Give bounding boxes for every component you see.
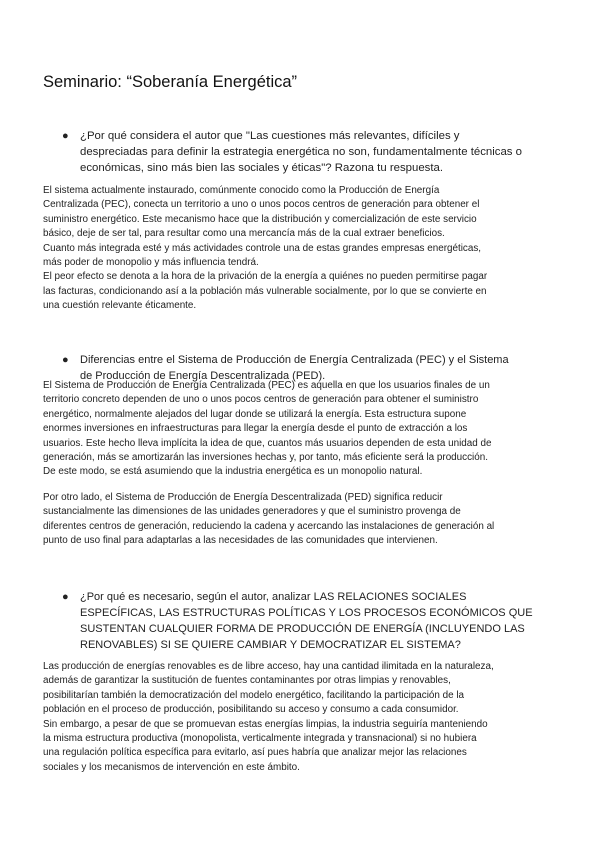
bullet-icon: ● (62, 591, 69, 603)
answer-1: El sistema actualmente instaurado, comúnmente conocido como la Producción de Energía Centralizada (PEC), conecta un territorio a uno o unos pocos centros de generación para obtener el suministro energético. Este mecanismo hace que la distribución y comercialización de este servicio básico, deje de ser tal, para resultar como una mercancía más de la cual extraer beneficios. Cuanto más integrada esté y más actividades controle una de estas grandes empresas energéticas, más poder de monopolio y más influencia tendrá. El peor efecto se denota a la hora de la privación de la energía a quiénes no pueden permitirse pagar las facturas, condicionando así a la población más vulnerable socialmente, por lo que se convierte en una cuestión relevante éticamente. (43, 185, 488, 312)
answer-2-continued: Por otro lado, el Sistema de Producción de Energía Descentralizada (PED) significa reducir sustancialmente las dimensiones de las unidades generadores y que el suministro provenga de diferentes centros de generación, reduciendo la cadena y acercando las instalaciones de generación al punto de uso final para adaptarlas a las necesidades de las comunidades que intervienen. (43, 492, 495, 547)
question-2: ● Diferencias entre el Sistema de Producción de Energía Centralizada (PEC) y el Sistema de Producción de Energía Descentralizada (PED). (62, 354, 509, 382)
answer-3: Las producción de energías renovables es de libre acceso, hay una cantidad ilimitada en la naturaleza, además de garantizar la sustitución de fuentes contaminantes por otras limpias y renovables, posibilitarían también la democratización del modelo energético, facilitando la participación de la población en el proceso de producción, posibilitando su acceso y consumo a cada consumidor. Sin embargo, a pesar de que se promuevan estas energías limpias, la industria seguiría manteniendo la misma estructura productiva (monopolista, verticalmente integrada y transnacional) si no hubiera una regulación política específica para evitarlo, así pues habría que analizar mejor las relaciones sociales y los mecanismos de intervención en este ámbito. (43, 661, 494, 773)
page-title: Seminario: “Soberanía Energética” (43, 73, 298, 91)
bullet-icon: ● (62, 354, 69, 366)
answer-2: El Sistema de Producción de Energía Centralizada (PEC) es aquella en que los usuarios finales de un territorio concreto dependen de uno o unos pocos centros de generación para obtener el suministro energético, normalmente alejados del lugar donde se utilizará la energía. Esta estructura supone enormes inversiones en infraestructuras para llegar la energía desde el punto de extracción a los usuarios. Este hecho lleva implícita la idea de que, cuantos más usuarios dependen de esta unidad de generación, más se amortizarán las inversiones hechas y, por tanto, más eficiente será la producción. De este modo, se está asumiendo que la industria energética es un monopolio natural. (43, 380, 492, 478)
question-1: ● ¿Por qué considera el autor que "Las cuestiones más relevantes, difíciles y despreciadas para definir la estrategia energética no son, fundamentalmente técnicas o económicas, sino más bien las sociales y éticas"? Razona tu respuesta. (62, 130, 522, 174)
question-3: ● ¿Por qué es necesario, según el autor, analizar LAS RELACIONES SOCIALES ESPECÍFICAS, LAS ESTRUCTURAS POLÍTICAS Y LOS PROCESOS ECONÓMICOS QUE SUSTENTAN CUALQUIER FORMA DE PRODUCCIÓN DE ENERGÍA (INCLUYENDO LAS RENOVABLES) SI SE QUIERE CAMBIAR Y DEMOCRATIZAR EL SISTEMA? (62, 591, 533, 651)
bullet-icon: ● (62, 130, 69, 142)
